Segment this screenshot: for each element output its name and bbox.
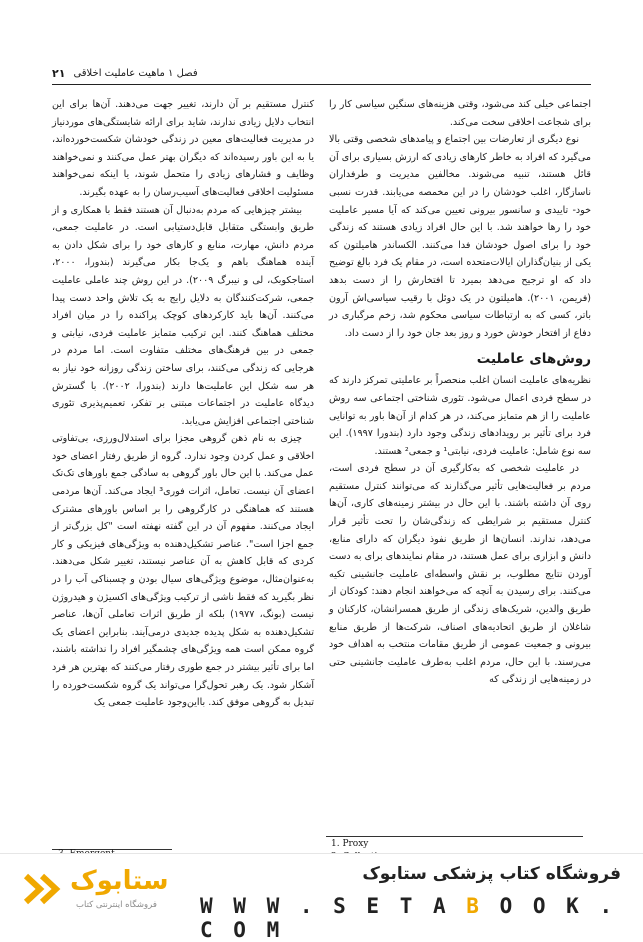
paragraph: نوع دیگری از تعارضات بین اجتماع و پیامدهای شخصی وقتی بالا می‌گیرد که افراد به خاطر کارهای زیادی که ارزش بسیاری برای آن قائل هستند، تنبیه می‌شوند. مخالفین مدیریت و طرفداران ناسازگار، اغلب خودشان را در این مخمصه می‌یابند. قدرت نسبی خود- تاییدی و سانسور بیرونی تعیین می‌کند که آیا مسیر عاملیت خود را رها خواهند شد. با این حال افراد زیادی هستند که زندگی خود را برای اصول خودشان فدا می‌کنند. الکساندر هامیلتون که یکی از بنیان‌گذاران ایالات‌متحده است، در مقام یک فرد بالغ توضیح داد که او ترجیح می‌دهد بمیرد تا افتخارش را از دست بدهد (فریمن، ۲۰۰۱). هامیلتون در یک دوئل با رقیب سیاسی‌اش آرون باتر، کسی که به ارتباطات سیاسی محکوم شد، زخم مرگباری در دفاع از افتخار خودش خورد و روز بعد جان خود را از دست داد. xyxy=(329,134,591,339)
paragraph: در عاملیت شخصی که به‌کارگیری آن در سطح فردی است، مردم بر فعالیت‌هایی تأثیر می‌گذارند که می‌توانند کنترل مستقیم روی آن داشته باشند. با این حال در بیشتر زمینه‌های کاری، آن‌ها کنترل مستقیم بر شرایطی که زندگی‌شان را تحت تأثیر قرار می‌دهد، ندارند. انسان‌ها از طریق نفوذ دیگران که دارای منابع، دانش و ابزاری برای عمل هستند، در مقام نمایندهای برای به دست آوردن نتایج مطلوب، بر نقش واسطه‌ای عاملیت جانشینی تکیه می‌کنند. برای رسیدن به آنچه که می‌خواهند انجام دهند: کودکان از طریق والدین، شریک‌های زندگی از طریق همسرانشان، کارکنان و شاغلان از طریق اتحادیه‌های اصناف، شرکت‌ها از طریق منابع بیرونی و جمعیت عمومی از طریق مقامات منتخب به اهداف خود می‌رسند. با این حال، مردم اغلب به‌طرف عاملیت جانشینی حتی در زمینه‌هایی از زندگی که xyxy=(329,463,591,686)
paragraph: کنترل مستقیم بر آن دارند، تغییر جهت می‌دهند. آن‌ها برای این انتخاب دلایل زیادی ندارند، شاید برای ارائه شایستگی‌های موردنیاز در مدیریت فعالیت‌های معین در زندگی خودشان شکست‌خورده‌اند، یا به این باور رسیده‌اند که دیگران بهتر عمل می‌کنند و نمی‌خواهند وظایف و فشارهای زیادی را متحمل شوند، یا اینکه نمی‌خواهند مسئولیت اخلاقی فعالیت‌های آسیب‌رسان را به عهده بگیرند. xyxy=(52,99,314,198)
left-column xyxy=(52,96,314,712)
paragraph: بیشتر چیزهایی که مردم به‌دنبال آن هستند فقط با همکاری و از طریق وابستگی متقابل قابل‌دستیابی است. در عاملیت جمعی، مردم دانش، مهارت، منابع و کارهای خود را برای شکل دادن به آینده هماهنگ باهم و یک‌جا بکار می‌گیرند (بندورا، ۲۰۰۰، استاجکوبک، لی و نیبرگ ۲۰۰۹). در این روش چند عاملی عاملیت جمعی، شرکت‌کنندگان به دلایل رایج به یک تلاش واحد دست پیدا می‌کنند. آن‌ها باید کارکردهای کوچک پراکنده را در میان افراد مختلف هماهنگ کنند. این ترکیب متمایز عاملیت فردی، نیابتی و جمعی در بین فرهنگ‌های مختلف متفاوت است. اما مردم در هرجایی که زندگی می‌کنند، برای ساختن زندگی روزانه خود نیاز به هر سه شکل این عاملیت‌ها دارند (بندورا، ۲۰۰۲). با گسترش دیدگاه عاملیت در اجتماعات مبتنی بر تفکر، تعمیم‌پذیری تئوری شناختی اجتماعی افزایش می‌یابد. xyxy=(52,204,314,427)
footnote-rule xyxy=(326,836,583,837)
chapter-title: فصل ۱ ماهیت عاملیت اخلاقی xyxy=(73,67,198,79)
url-part: O O K . C O M xyxy=(200,894,617,942)
logo-text: ستابوک xyxy=(70,866,169,896)
right-column xyxy=(329,96,591,689)
paragraph: چیزی به نام ذهن گروهی مجزا برای استدلال‌ورزی، بی‌تفاوتی اخلاقی و عمل کردن وجود ندارد. گروه از طریق رفتار اعضای خود عمل می‌کند. با این حال باور گروهی به سادگی جمع باورهای تک‌تک اعضای آن نیست. تعامل، اثرات فوری³ ایجاد می‌کند. آن‌ها مردمی هستند که هماهنگی در کارگروهی را بر اساس باورهای مشترک ایجاد می‌کنند. مفهوم آن در این گفته نهفته است "کل بزرگ‌تر از جمع اجزا است". عناصر تشکیل‌دهنده به ویژگی‌های فیزیکی و کار کردی که قابل کاهش به آن عناصر نیستند، تغییر شکل می‌دهند. به‌عنوان‌مثال، موضوع ویژگی‌های سیال بودن و چسبناکی آب را در نظر بگیرید که فقط ناشی از ترکیب ویژگی‌های اکسیژن و هیدروژن نیست (بونگ، ۱۹۷۷) بلکه از طریق اثرات تعاملی آن‌ها، عناصر تشکیل‌دهنده به شکل پدیده جدیدی درمی‌آیند. بنابراین اعضای یک گروه ممکن است همه ویژگی‌های چشمگیر افراد را نداشته باشند، اما برای تأثیر بیشتر در جمع طوری رفتار می‌کنند که بهترین هر فرد آشکار شود. یک رهبر تحول‌گرا می‌تواند یک گروه شکست‌خورده را تبدیل به گروهی موفق کند. بااین‌وجود عاملیت جمعی یک xyxy=(52,433,315,709)
footnote: 1. Proxy xyxy=(331,839,369,849)
header-rule xyxy=(52,84,591,85)
section-heading: روش‌های عاملیت xyxy=(476,351,591,368)
paragraph: اجتماعی خیلی کند می‌شود، وقتی هزینه‌های سنگین سیاسی کار را برای شجاعت اخلاقی سخت می‌کند. xyxy=(329,99,591,128)
shop-url[interactable] xyxy=(200,894,643,942)
chevrons-icon xyxy=(22,872,66,906)
page-header xyxy=(52,64,591,82)
url-highlight: B xyxy=(466,894,483,918)
paragraph: نظریه‌های عاملیت انسان اغلب منحصراً بر عاملیتی تمرکز دارند که در سطح فردی اعمال می‌شود. تئوری شناختی اجتماعی سه روش عاملیت را از هم متمایز می‌کند، در هر کدام از آن‌ها باور به توانایی فرد برای تأثیر بر رویدادهای زندگی وجود دارد (بندورا ۱۹۹۷). این سه نوع شامل: عاملیت فردی، نیابتی¹ و جمعی² هستند. xyxy=(329,375,592,457)
logo-tagline: فروشگاه اینترنتی کتاب xyxy=(76,900,157,910)
shop-name: فروشگاه کتاب پزشکی ستابوک xyxy=(362,864,621,884)
publisher-banner xyxy=(0,853,643,942)
page-number: ۲۱ xyxy=(52,66,66,80)
logo xyxy=(22,866,182,916)
url-part: W W W . S E T A xyxy=(200,894,467,918)
